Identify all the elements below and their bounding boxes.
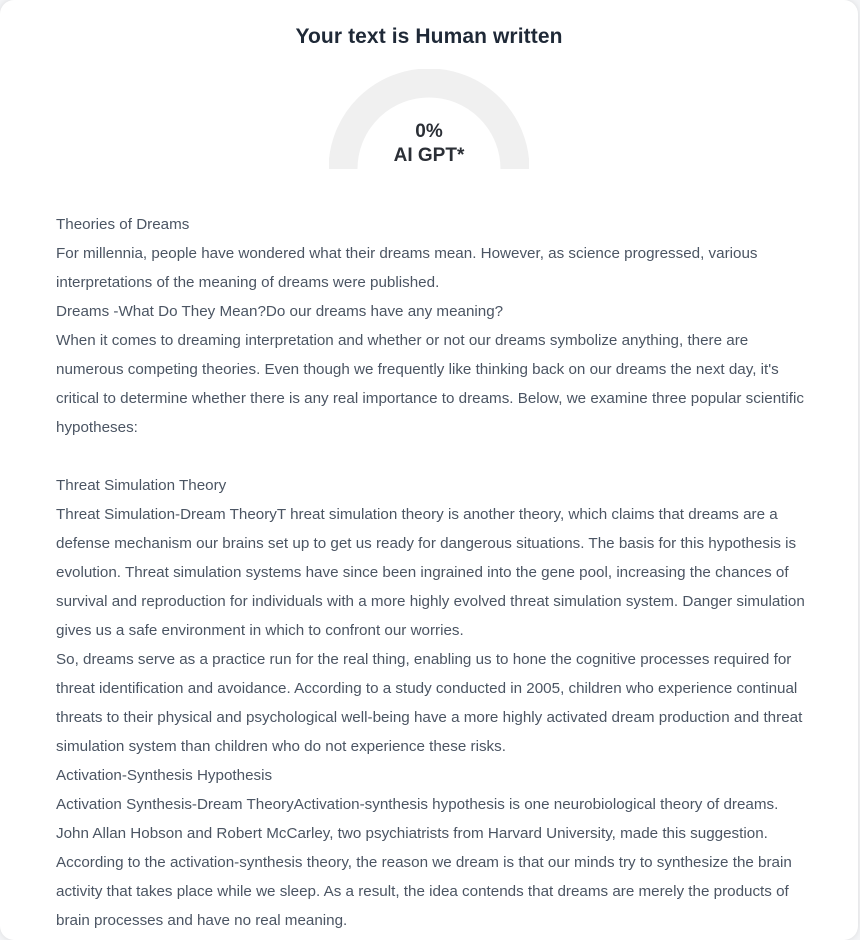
- text-line: Activation-Synthesis Hypothesis: [56, 767, 273, 784]
- text-line: For millennia, people have wondered what their dreams mean. However, as science progressed, various interpretations of the meaning of dreams were published.: [56, 245, 758, 291]
- text-line: Threat Simulation Theory: [56, 477, 227, 494]
- result-title: Your text is Human written: [295, 25, 563, 48]
- gauge-label: AI GPT*: [393, 145, 465, 166]
- text-line: When it comes to dreaming interpretation and whether or not our dreams symbolize anything, there are numerous competing theories. Even though we frequently like thinking back on our dreams the next day, it's critical to determine whether there is any real importance to dreams. Below, we examine three popular scientific hypotheses:: [56, 332, 804, 436]
- text-line: Theories of Dreams: [56, 216, 190, 233]
- text-line: Threat Simulation-Dream TheoryT hreat simulation theory is another theory, which claims that dreams are a defense mechanism our brains set up to get us ready for dangerous situations. The basis for this hypothesis is evolution. Threat simulation systems have since been ingrained into the gene pool, increasing the chances of survival and reproduction for individuals with a more highly evolved threat simulation system. Danger simulation gives us a safe environment in which to confront our worries.: [56, 506, 805, 639]
- text-blank-line: [56, 442, 808, 471]
- text-line: Activation Synthesis-Dream TheoryActivation-synthesis hypothesis is one neurobiological theory of dreams. John Allan Hobson and Robert McCarley, two psychiatrists from Harvard University, made this suggestion. According to the activation-synthesis theory, the reason we dream is that our minds try to synthesize the brain activity that takes place while we sleep. As a result, the idea contends that dreams are merely the products of brain processes and have no real meaning.: [56, 796, 792, 929]
- ai-gauge: [329, 69, 529, 169]
- text-line: Dreams -What Do They Mean?Do our dreams have any meaning?: [56, 303, 504, 320]
- gauge-percentage: 0%: [415, 121, 443, 142]
- text-line: So, dreams serve as a practice run for the real thing, enabling us to hone the cognitive processes required for threat identification and avoidance. According to a study conducted in 2005, children who experience continual threats to their physical and psychological well-being have a more highly activated dream production and threat simulation system than children who do not experience these risks.: [56, 651, 803, 755]
- analyzed-text: [56, 210, 808, 935]
